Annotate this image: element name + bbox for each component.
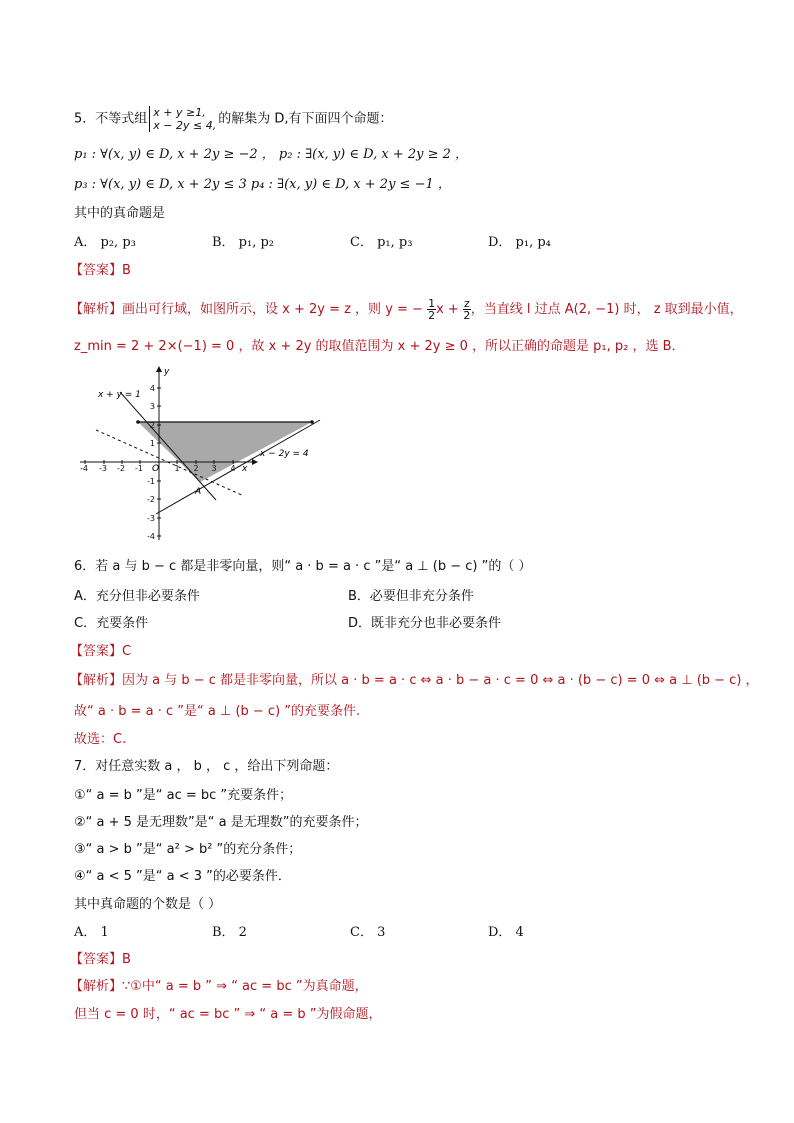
inequality-2: x − 2y ≤ 4,: [153, 119, 217, 132]
q7-option-b: B． 2: [212, 925, 247, 940]
y-tick-label: -2: [147, 495, 155, 504]
q6-answer: 【答案】C: [70, 644, 132, 659]
y-tick-label: 4: [149, 384, 155, 393]
q5-analysis-2: z_min = 2 + 2×(−1) = 0 ，故 x + 2y 的取值范围为 x + 2y ≥ 0 ，所以正确的命题是 p₁, p₂ ，选 B．: [74, 339, 685, 354]
q5-option-d: D． p₁, p₄: [488, 235, 551, 250]
inequality-1: x + y ≥1,: [153, 106, 206, 119]
q6-option-b: B．必要但非充分条件: [348, 589, 474, 604]
x-tick-label: -1: [135, 464, 143, 473]
q7-question: 其中真命题的个数是（ ）: [74, 897, 222, 912]
q5-stem: [74, 106, 393, 132]
endpoint-dot: [310, 420, 314, 424]
x-axis-arrow: [252, 459, 258, 465]
frac-num: z: [463, 297, 470, 310]
y-tick-label: -4: [147, 532, 155, 541]
y-axis-arrow: [156, 366, 162, 372]
q7-option-a: A． 1: [74, 925, 109, 940]
line-label-2: x − 2y = 4: [260, 449, 309, 459]
q6-option-a: A．充分但非必要条件: [74, 589, 200, 604]
x-tick-label: -4: [80, 464, 88, 473]
q6-analysis-1: 【解析】因为 a 与 b − c 都是非零向量，所以 a · b = a · c ⇔ a · b − a · c = 0 ⇔ a · (b − c) = 0 ⇔ a ⊥ (b − c) ，: [70, 673, 759, 688]
q7-analysis-2: 但当 c = 0 时，“ ac = bc ” ⇒ “ a = b ”为假命题，: [74, 1007, 382, 1022]
frac-den: 2: [463, 309, 471, 322]
q5-analysis-c: ，当直线 l 过点 A(2, −1) 时， z 取到最小值，: [470, 302, 743, 317]
q5-analysis-1: [70, 298, 743, 321]
inequality-system: [149, 106, 216, 132]
q5-analysis-b: x +: [436, 302, 459, 317]
q7-stem: 7．对任意实数 a ， b ， c ，给出下列命题：: [74, 759, 339, 774]
point-A-label: A: [195, 487, 202, 497]
q7-option-c: C． 3: [350, 925, 386, 940]
q5-option-b: B． p₁, p₂: [212, 235, 275, 250]
feasible-region-graph: [76, 364, 326, 544]
q5-option-c: C． p₁, p₃: [350, 235, 413, 250]
q6-option-c: C．充要条件: [74, 616, 149, 631]
x-tick-label: -2: [117, 464, 125, 473]
y-tick-label: 3: [149, 402, 155, 411]
line-label-1: x + y = 1: [98, 390, 141, 400]
y-axis-label: y: [164, 367, 170, 377]
y-tick-label: -3: [147, 514, 155, 523]
x-tick-label: 3: [211, 464, 217, 473]
q7-item-2: ②“ a + 5 是无理数”是“ a 是无理数”的充要条件；: [74, 815, 368, 830]
q7-option-d: D． 4: [488, 925, 524, 940]
q6-analysis-3: 故选：C.: [74, 732, 127, 747]
origin-label: O: [152, 464, 160, 474]
x-tick-label: 4: [230, 464, 236, 473]
q7-answer: 【答案】B: [70, 952, 131, 967]
q6-stem: 6．若 a 与 b − c 都是非零向量，则“ a · b = a · c ”是“ a ⊥ (b − c) ”的（ ）: [74, 559, 532, 574]
q5-stem-tail: 的解集为 D,有下面四个命题：: [218, 111, 393, 127]
q5-question: 其中的真命题是: [74, 206, 166, 221]
x-tick-label: -3: [99, 464, 107, 473]
fraction-half: [427, 298, 436, 321]
x-tick-label: 1: [174, 464, 180, 473]
x-axis-label: x: [242, 464, 248, 474]
q7-analysis-1: 【解析】∵①中“ a = b ” ⇒ “ ac = bc ”为真命题，: [70, 979, 368, 994]
endpoint-dot: [136, 420, 140, 424]
q5-answer: 【答案】B: [70, 263, 131, 278]
y-tick-label: 1: [149, 439, 155, 448]
q5-propositions-1: p₁ : ∀(x, y) ∈ D, x + 2y ≥ −2 ， p₂ : ∃(x, y) ∈ D, x + 2y ≥ 2 ，: [74, 147, 468, 162]
q5-analysis-a: 【解析】画出可行域，如图所示，设 x + 2y = z ，则 y = −: [70, 302, 423, 317]
q6-option-d: D．既非充分也非必要条件: [348, 616, 502, 631]
q7-item-1: ①“ a = b ”是“ ac = bc ”充要条件；: [74, 788, 293, 803]
q7-item-3: ③“ a > b ”是“ a² > b² ”的充分条件；: [74, 842, 302, 857]
fraction-z-half: [463, 298, 471, 321]
q6-analysis-2: 故“ a · b = a · c ”是“ a ⊥ (b − c) ”的充要条件.: [74, 704, 361, 719]
y-tick-label: 2: [149, 421, 155, 430]
y-tick-label: -1: [147, 477, 155, 486]
frac-num: 1: [428, 297, 436, 310]
q5-option-a: A． p₂, p₃: [74, 235, 136, 250]
x-tick-label: 2: [193, 464, 199, 473]
q5-stem-intro: 5．不等式组: [74, 111, 148, 127]
q7-item-4: ④“ a < 5 ”是“ a < 3 ”的必要条件．: [74, 869, 291, 884]
frac-den: 2: [428, 309, 436, 322]
q5-propositions-2: p₃ : ∀(x, y) ∈ D, x + 2y ≤ 3 p₄ : ∃(x, y) ∈ D, x + 2y ≤ −1 ，: [74, 177, 451, 192]
